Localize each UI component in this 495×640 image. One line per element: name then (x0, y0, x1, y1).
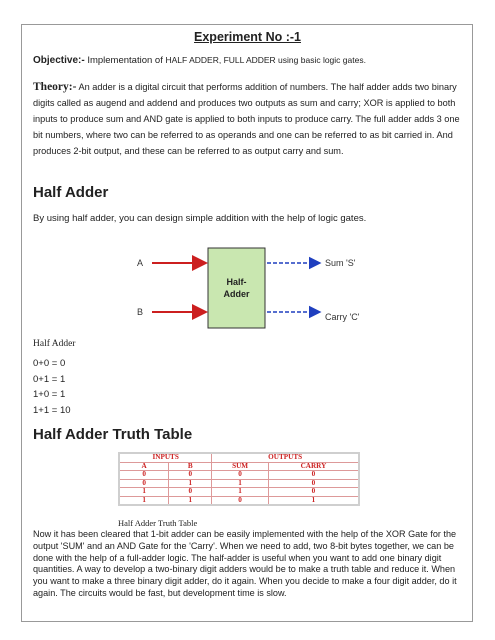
table-cell: 1 (169, 496, 212, 505)
table-row (119, 471, 359, 480)
input-b-label: B (137, 307, 144, 317)
block-label-line2: Adder (223, 289, 250, 299)
half-adder-block (208, 248, 265, 328)
example-item: 0+1 = 1 (33, 374, 66, 385)
half-adder-intro: By using half adder, you can design simple addition with the help of logic gates. (33, 213, 367, 224)
half-adder-block-diagram (130, 246, 380, 330)
table-cell: 1 (119, 488, 169, 497)
table-row (119, 496, 359, 505)
half-adder-heading: Half Adder (33, 184, 109, 201)
outputs-group-header: OUTPUTS (212, 453, 359, 462)
input-a-label: A (137, 258, 144, 268)
truth-table-heading: Half Adder Truth Table (33, 426, 193, 443)
table-cell: 1 (169, 479, 212, 488)
carry-output-label: Carry 'C' (325, 312, 360, 322)
objective-lead: Implementation of (84, 55, 166, 66)
objective-label: Objective:- (33, 55, 85, 66)
table-cell: 1 (212, 488, 269, 497)
column-header: B (169, 462, 212, 471)
theory-paragraph (33, 79, 463, 159)
table-cell: 1 (212, 479, 269, 488)
examples-caption: Half Adder (33, 339, 76, 349)
theory-text: An adder is a digital circuit that performs addition of numbers. The half adder adds two binary digits called as augend and addend and produces two outputs as sum and carry; XOR is applied to both inputs to produce sum and AND gate is applied to both inputs to produce carry. The full adder adds 3 one bit numbers, where two can be referred to as operands and one can be referred to as bit carried in. And produces 2-bit output, and these can be referred to as output carry and sum. (33, 82, 460, 156)
truth-table-group-row (119, 453, 359, 462)
column-header: SUM (212, 462, 269, 471)
table-cell: 0 (212, 496, 269, 505)
truth-table-caption: Half Adder Truth Table (118, 518, 198, 528)
table-cell: 0 (169, 488, 212, 497)
theory-label: Theory:- (33, 81, 77, 93)
table-cell: 0 (268, 488, 359, 497)
table-cell: 1 (119, 496, 169, 505)
table-cell: 1 (268, 496, 359, 505)
example-item: 1+0 = 1 (33, 389, 66, 400)
table-row (119, 488, 359, 497)
sum-output-label: Sum 'S' (325, 258, 356, 268)
table-cell: 0 (169, 471, 212, 480)
table-cell: 0 (212, 471, 269, 480)
table-cell: 0 (268, 479, 359, 488)
objective-line (33, 55, 366, 66)
column-header: CARRY (268, 462, 359, 471)
closing-paragraph: Now it has been cleared that 1-bit adder can be easily implemented with the help of the XOR Gate for the output 'SUM' and an AND Gate for the 'Carry'. When we need to add, two 8-bit bytes together, we can be done with the help of a full-adder logic. The half-adder is useful when you want to add one binary digit quantities. A way to develop a two-binary digit adders would be to make a truth table and reduce it. When you want to make a three binary digit adder, do it again. When you decide to make a four digit adder, do it again. The circuits would be fast, but development time is slow. (33, 529, 457, 598)
truth-table (118, 452, 360, 506)
table-cell: 0 (268, 471, 359, 480)
column-header: A (119, 462, 169, 471)
objective-text: HALF ADDER, FULL ADDER using basic logic gates. (165, 55, 366, 65)
example-item: 1+1 = 10 (33, 405, 71, 416)
block-label-line1: Half- (226, 277, 247, 287)
example-item: 0+0 = 0 (33, 358, 66, 369)
table-cell: 0 (119, 471, 169, 480)
table-cell: 0 (119, 479, 169, 488)
experiment-title: Experiment No :-1 (194, 30, 301, 44)
inputs-group-header: INPUTS (119, 453, 212, 462)
